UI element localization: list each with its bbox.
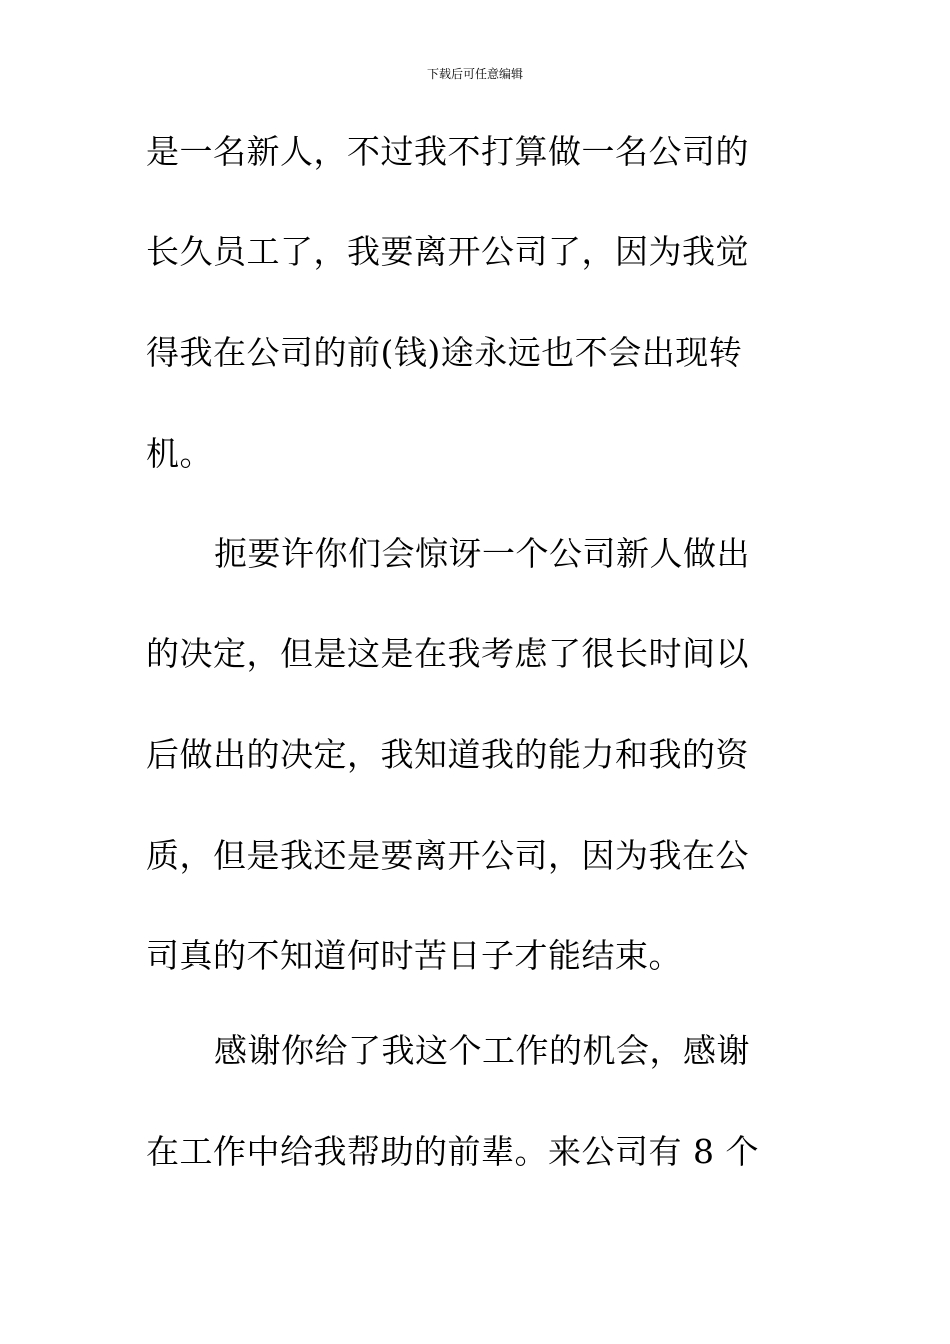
body-line-5: 扼要许你们会惊讶一个公司新人做出 (214, 534, 750, 573)
body-line-4: 机。 (146, 434, 213, 473)
body-line-2: 长久员工了，我要离开公司了，因为我觉 (146, 232, 749, 271)
body-line-8: 质，但是我还是要离开公司，因为我在公 (146, 836, 749, 875)
body-line-11: 在工作中给我帮助的前辈。来公司有 8 个 (146, 1132, 759, 1171)
body-line-6: 的决定，但是这是在我考虑了很长时间以 (146, 634, 749, 673)
body-line-9: 司真的不知道何时苦日子才能结束。 (146, 936, 682, 975)
page-header: 下载后可任意编辑 (426, 67, 523, 81)
body-line-10: 感谢你给了我这个工作的机会，感谢 (214, 1031, 750, 1070)
body-line-3: 得我在公司的前(钱)途永远也不会出现转 (146, 333, 743, 372)
body-line-1: 是一名新人，不过我不打算做一名公司的 (146, 132, 749, 171)
body-line-7: 后做出的决定，我知道我的能力和我的资 (146, 735, 749, 774)
